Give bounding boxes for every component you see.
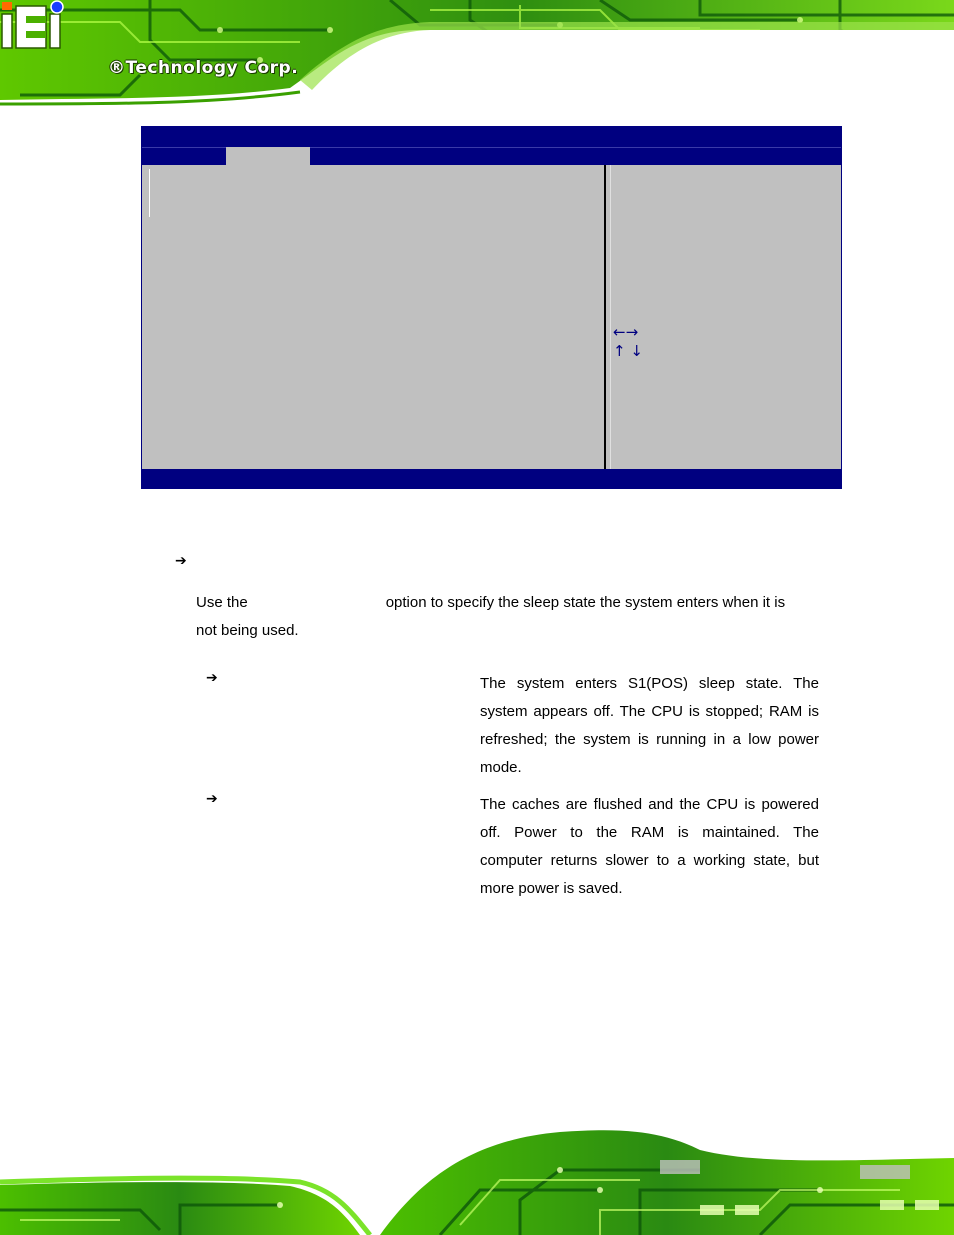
bios-panel-divider-highlight — [610, 165, 611, 470]
bios-screen — [141, 126, 842, 489]
bios-key-legend — [613, 323, 643, 361]
header-banner — [0, 0, 954, 112]
bios-help-underline — [647, 164, 729, 165]
pcb-background — [0, 0, 954, 112]
intro-prefix: Use the — [196, 594, 248, 611]
bios-panel-edge — [149, 169, 150, 217]
intro-suffix: option to specify the sleep state the system enters when it is — [385, 594, 786, 611]
intro-paragraph — [196, 589, 785, 645]
arrow-bullet-icon: ➔ — [175, 553, 187, 569]
iei-logo-icon — [0, 0, 66, 50]
bios-panel-divider — [604, 165, 606, 470]
pcb-footer-background — [0, 1120, 954, 1235]
company-name: ®Technology Corp. — [108, 58, 299, 78]
footer-banner — [0, 1120, 954, 1235]
bios-tab-active[interactable] — [226, 147, 310, 165]
option-description: The caches are flushed and the CPU is powered off. Power to the RAM is maintained. The computer returns slower to a working state, but more power is saved. — [480, 796, 819, 897]
option-description: The system enters S1(POS) sleep state. The system appears off. The CPU is stopped; RAM is refreshed; the system is running in a low power mode. — [480, 675, 819, 776]
bios-status-bar — [142, 469, 841, 488]
arrow-bullet-icon: ➔ — [206, 670, 218, 686]
left-right-arrow-icon: ←→ — [613, 323, 639, 341]
arrow-bullet-icon: ➔ — [206, 791, 218, 807]
up-down-arrow-icon: ↑ ↓ — [613, 342, 643, 360]
bios-title-bar — [142, 127, 841, 147]
intro-line-2: not being used. — [196, 622, 299, 639]
